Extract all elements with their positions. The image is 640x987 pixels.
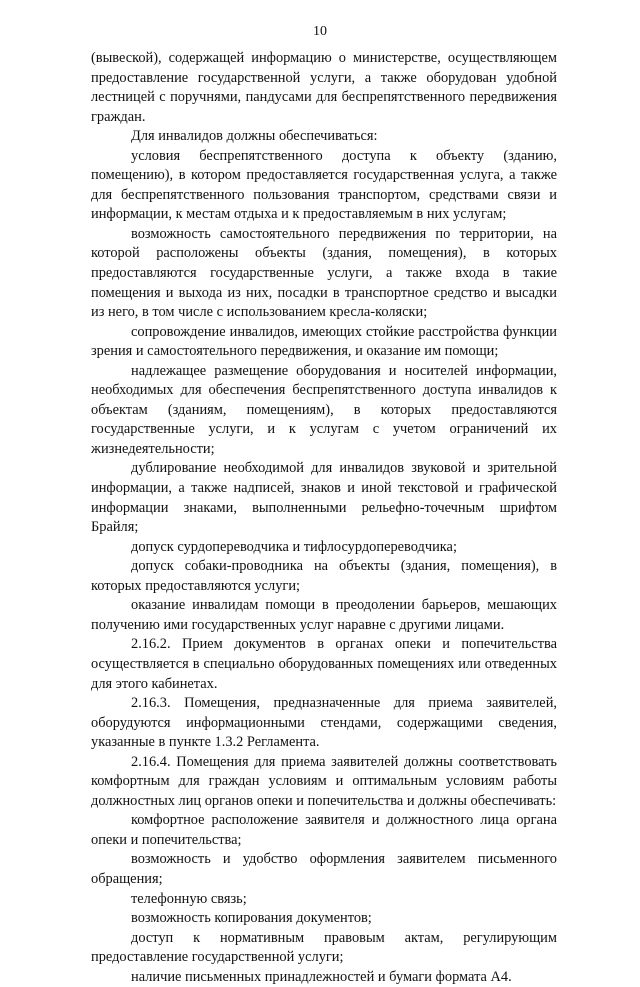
paragraph: доступ к нормативным правовым актам, регулирующим предоставление государственной услуги; [91, 929, 557, 966]
paragraph: (вывеской), содержащей информацию о министерстве, осуществляющем предоставление государственной услуги, а также оборудован удобной лестницей с поручнями, пандусами для беспрепятственного передвижения граждан. [91, 50, 557, 125]
paragraph: телефонную связь; [131, 890, 247, 907]
paragraph: Для инвалидов должны обеспечиваться: [131, 128, 378, 145]
paragraph: оказание инвалидам помощи в преодолении барьеров, мешающих получению ими государственных услуг наравне с другими лицами. [91, 597, 557, 633]
page-number: 10 [313, 24, 327, 39]
paragraph: допуск сурдопереводчика и тифлосурдопереводчика; [131, 538, 457, 555]
paragraph: допуск собаки-проводника на объекты (здания, помещения), в которых предоставляются услуги; [91, 558, 557, 594]
paragraph: возможность копирования документов; [131, 910, 372, 927]
paragraph: возможность и удобство оформления заявителем письменного обращения; [91, 851, 557, 887]
paragraph: комфортное расположение заявителя и должностного лица органа опеки и попечительства; [91, 812, 557, 848]
paragraph: возможность самостоятельного передвижения по территории, на которой расположены объекты (здания, помещения), в которых предоставляются государственные услуги, а также входа в такие помещения и выхода из них, посадки в транспортное средство и высадки из него, в том числе с использованием кресла-коляски; [91, 225, 557, 321]
paragraph: 2.16.2. Прием документов в органах опеки и попечительства осуществляется в специально оборудованных помещениях или отведенных для этого кабинетах. [91, 636, 557, 692]
paragraph: наличие письменных принадлежностей и бумаги формата А4. [131, 968, 512, 985]
paragraph: надлежащее размещение оборудования и носителей информации, необходимых для обеспечения беспрепятственного доступа инвалидов к объектам (зданиям, помещениям), в которых предоставляются государственные услуги, и к услугам с учетом ограничений их жизнедеятельности; [91, 362, 557, 457]
paragraph: сопровождение инвалидов, имеющих стойкие расстройства функции зрения и самостоятельного передвижения, и оказание им помощи; [91, 323, 557, 360]
body-text [91, 49, 557, 987]
paragraph: условия беспрепятственного доступа к объекту (зданию, помещению), в котором предоставляется государственная услуга, а также для беспрепятственного пользования транспортом, средствами связи и информации, к местам отдыха и к предоставляемым в них услугам; [91, 147, 557, 223]
paragraph: 2.16.3. Помещения, предназначенные для приема заявителей, оборудуются информационными стендами, содержащими сведения, указанные в пункте 1.3.2 Регламента. [91, 695, 557, 751]
paragraph: дублирование необходимой для инвалидов звуковой и зрительной информации, а также надписей, знаков и иной текстовой и графической информации знаками, выполненными рельефно-точечным шрифтом Брайля; [91, 460, 557, 536]
paragraph: 2.16.4. Помещения для приема заявителей должны соответствовать комфортным для граждан условиям и оптимальным условиям работы должностных лиц органов опеки и попечительства и должны обеспечивать: [91, 753, 557, 809]
